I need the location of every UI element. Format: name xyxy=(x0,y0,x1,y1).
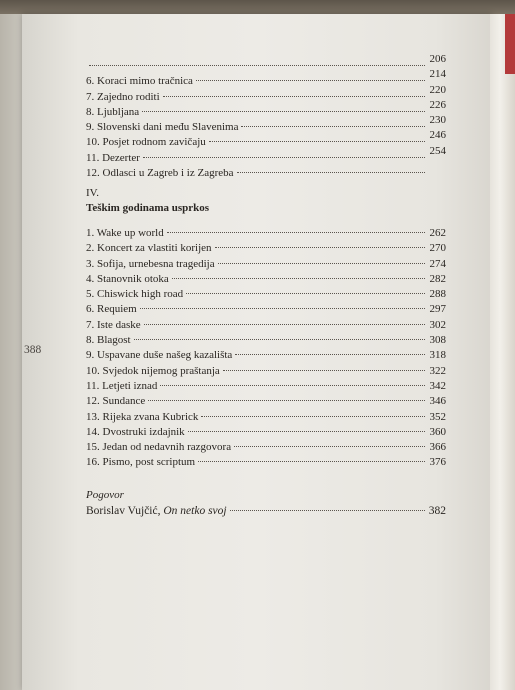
toc-entry: 11. Dezerter 254 xyxy=(86,144,446,164)
afterword-label: Pogovor xyxy=(86,489,124,501)
red-cover-edge xyxy=(505,14,515,74)
toc-entry: 1. Wake up world 262 xyxy=(86,227,446,239)
toc-part-4 xyxy=(86,226,446,471)
toc-entry: 6. Koraci mimo tračnica 214 xyxy=(86,68,446,88)
toc-entry: 10. Svjedok nijemog praštanja 322 xyxy=(86,364,446,377)
toc-entry: 7. Iste daske 302 xyxy=(86,318,446,331)
toc-entry: 3. Sofija, urnebesna tragedija 274 xyxy=(86,257,446,270)
toc-entry: 206 xyxy=(86,59,446,74)
toc-entry: 12. Sundance 346 xyxy=(86,395,446,408)
afterword-entry xyxy=(86,504,446,519)
toc-entry: 10. Posjet rodnom zavičaju 246 xyxy=(86,129,446,149)
toc-entry: 12. Odlasci u Zagreb i iz Zagreba xyxy=(86,166,446,181)
toc-entry: 11. Letjeti iznad 342 xyxy=(86,379,446,392)
part-numeral: IV. xyxy=(86,187,99,199)
toc-entry: 4. Stanovnik otoka 282 xyxy=(86,272,446,285)
toc-entry: 2. Koncert za vlastiti korijen 270 xyxy=(86,242,446,255)
page-stack-edge xyxy=(490,14,515,690)
toc-entry: 14. Dvostruki izdajnik 360 xyxy=(86,425,446,438)
toc-entry: 15. Jedan od nedavnih razgovora 366 xyxy=(86,441,446,454)
toc-entry: 16. Pismo, post scriptum 376 xyxy=(86,456,446,469)
toc-entry: 13. Rijeka zvana Kubrick 352 xyxy=(86,410,446,423)
toc-part-3 xyxy=(86,53,446,181)
page-number: 388 xyxy=(24,344,42,356)
toc-entry: 7. Zajedno roditi 220 xyxy=(86,83,446,103)
afterword-title: Borislav Vujčić, On netko svoj xyxy=(86,505,227,517)
afterword-page: 382 xyxy=(428,505,446,517)
toc-entry: 9. Uspavane duše našeg kazališta 318 xyxy=(86,349,446,362)
toc-entry: 5. Chiswick high road 288 xyxy=(86,288,446,301)
part-title: Teškim godinama usprkos xyxy=(86,202,210,214)
toc-entry: 8. Ljubljana 226 xyxy=(86,98,446,118)
toc-entry: 8. Blagost 308 xyxy=(86,334,446,347)
toc-entry: 9. Slovenski dani među Slavenima 230 xyxy=(86,114,446,134)
toc-entry: 6. Requiem 297 xyxy=(86,303,446,316)
